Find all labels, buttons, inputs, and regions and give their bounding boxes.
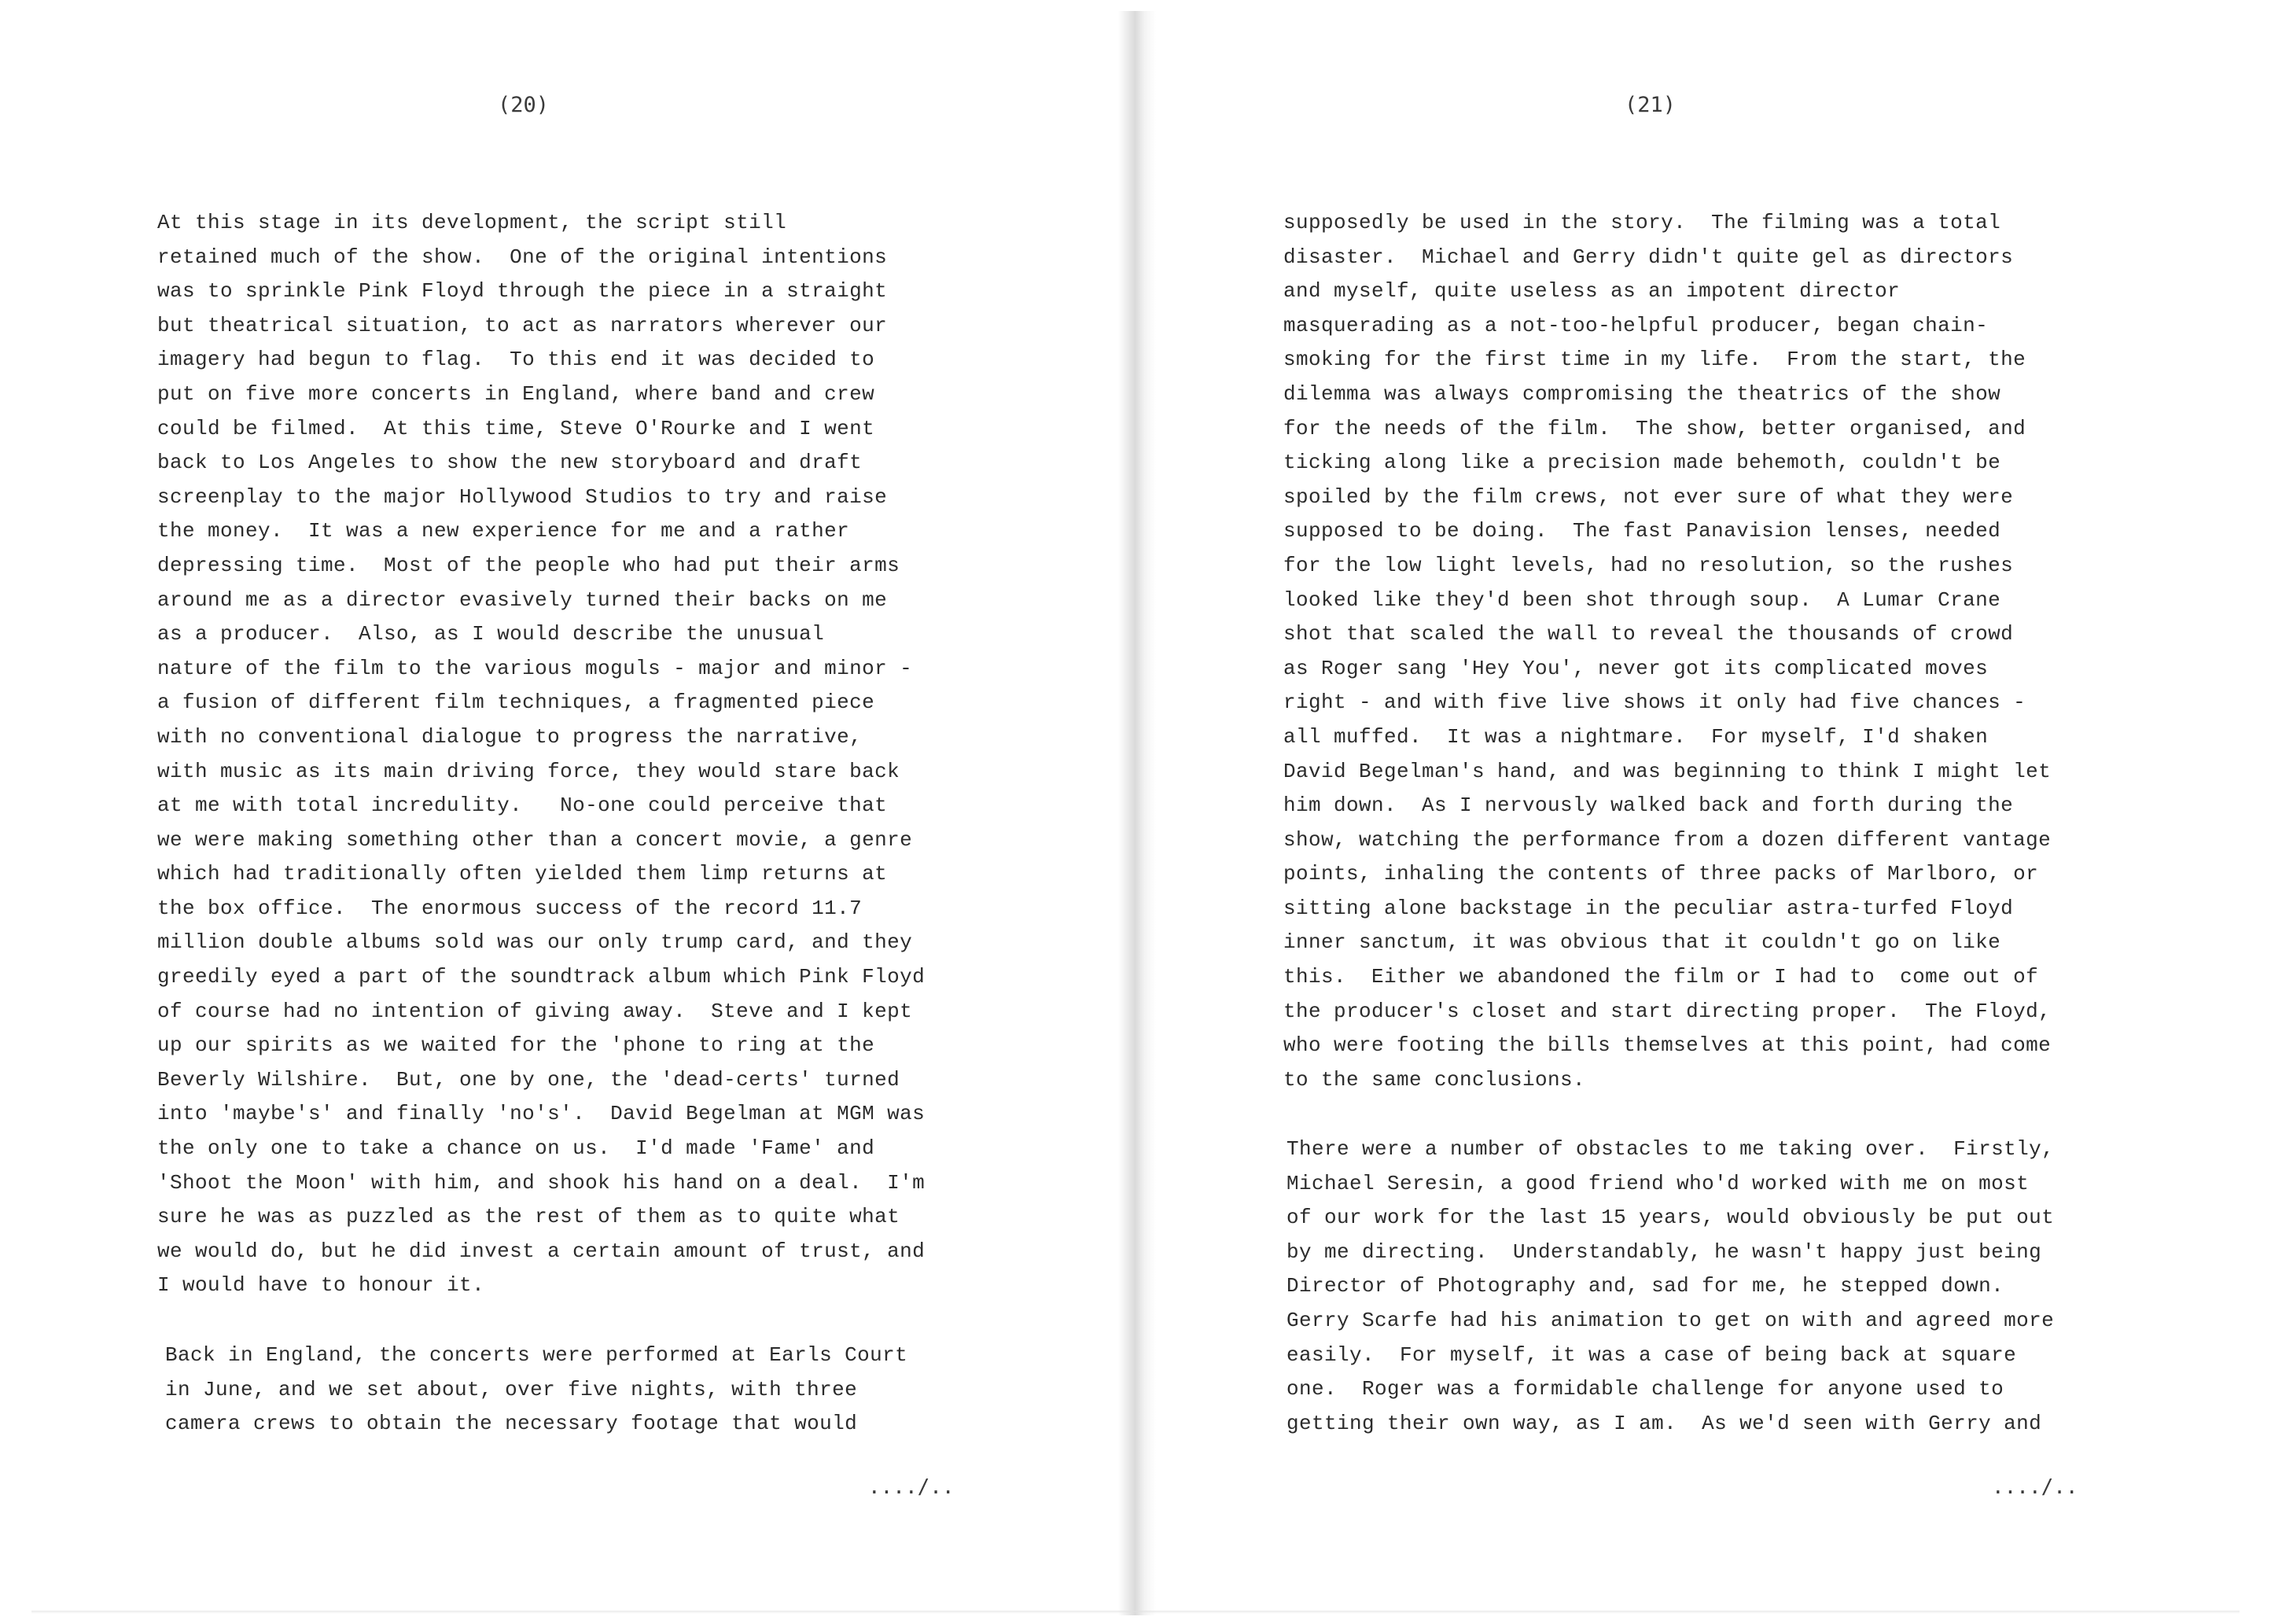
text-line: we would do, but he did invest a certain amount of trust, and [157, 1239, 926, 1263]
text-line: and myself, quite useless as an impotent director [1283, 279, 1901, 304]
text-line: who were footing the bills themselves at this point, had come [1283, 1033, 2052, 1058]
text-line: supposedly be used in the story. The filming was a total [1283, 211, 2001, 234]
text-line: million double albums sold was our only trump card, and they [157, 930, 913, 955]
continuation-mark-left: ..../.. [868, 1475, 955, 1499]
text-line: as Roger sang 'Hey You', never got its complicated moves [1283, 656, 1989, 680]
text-line: the producer's closet and start directing proper. The Floyd, [1283, 999, 2052, 1023]
text-line: with no conventional dialogue to progress the narrative, [157, 724, 863, 749]
text-line: Gerry Scarfe had his animation to get on with and agreed more [1286, 1308, 2055, 1332]
text-line: the only one to take a chance on us. I'd made 'Fame' and [157, 1136, 875, 1161]
page-bottom-edge [31, 1611, 2240, 1614]
text-line: him down. As I nervously walked back and forth during the [1283, 794, 2014, 818]
page-number-left: (20) [498, 93, 550, 117]
left-page [0, 0, 1132, 1612]
text-line: I would have to honour it. [157, 1273, 485, 1298]
text-line: shot that scaled the wall to reveal the thousands of crowd [1283, 622, 2014, 646]
text-line: put on five more concerts in England, where band and crew [157, 381, 875, 406]
text-line: up our spirits as we waited for the 'phone to ring at the [157, 1033, 875, 1058]
text-line: around me as a director evasively turned their backs on me [157, 587, 888, 612]
text-line: There were a number of obstacles to me taking over. Firstly, [1286, 1137, 2055, 1161]
text-line: nature of the film to the various moguls - major and minor - [157, 656, 913, 680]
text-line: supposed to be doing. The fast Panavision lenses, needed [1283, 519, 2001, 543]
text-line: retained much of the show. One of the original intentions [157, 245, 888, 269]
text-line: this. Either we abandoned the film or I had to come out of [1283, 965, 2039, 989]
text-line: masquerading as a not-too-helpful producer, began chain- [1283, 313, 1989, 337]
right-paragraph-2 [1286, 1132, 2054, 1441]
right-page [1132, 0, 2271, 1612]
text-line: depressing time. Most of the people who had put their arms [157, 553, 900, 577]
text-line: screenplay to the major Hollywood Studios to try and raise [157, 484, 888, 509]
text-line: was to sprinkle Pink Floyd through the piece in a straight [157, 279, 888, 304]
continuation-mark-right: ..../.. [1992, 1475, 2078, 1499]
text-line: imagery had begun to flag. To this end it was decided to [157, 348, 875, 372]
text-line: smoking for the first time in my life. From the start, the [1283, 348, 2026, 372]
text-line: back to Los Angeles to show the new storyboard and draft [157, 451, 863, 475]
text-line: which had traditionally often yielded them limp returns at [157, 862, 888, 886]
book-gutter [1118, 11, 1156, 1615]
text-line: at me with total incredulity. No-one could perceive that [157, 794, 888, 818]
text-line: a fusion of different film techniques, a fragmented piece [157, 690, 875, 715]
text-line: for the low light levels, had no resolution, so the rushes [1283, 553, 2014, 577]
text-line: camera crews to obtain the necessary footage that would [165, 1412, 858, 1436]
text-line: to the same conclusions. [1283, 1067, 1586, 1092]
text-line: could be filmed. At this time, Steve O'Rourke and I went [157, 416, 875, 440]
text-line: we were making something other than a concert movie, a genre [157, 827, 913, 852]
text-line: 'Shoot the Moon' with him, and shook his hand on a deal. I'm [157, 1170, 926, 1195]
text-line: looked like they'd been shot through soup. A Lumar Crane [1283, 587, 2001, 612]
left-paragraph-2 [165, 1339, 907, 1442]
text-line: disaster. Michael and Gerry didn't quite gel as directors [1283, 245, 2014, 269]
text-line: one. Roger was a formidable challenge for anyone used to [1286, 1377, 2004, 1401]
right-paragraph-1 [1283, 206, 2051, 1097]
text-line: getting their own way, as I am. As we'd seen with Gerry and [1286, 1411, 2042, 1435]
text-line: ticking along like a precision made behemoth, couldn't be [1283, 451, 2001, 475]
text-line: sure he was as puzzled as the rest of them as to quite what [157, 1205, 900, 1229]
left-paragraph-1 [157, 206, 925, 1303]
page-number-right: (21) [1625, 93, 1677, 117]
text-line: dilemma was always compromising the theatrics of the show [1283, 381, 2001, 406]
text-line: for the needs of the film. The show, better organised, and [1283, 416, 2026, 440]
text-line: show, watching the performance from a dozen different vantage [1283, 827, 2052, 852]
text-line: David Begelman's hand, and was beginning to think I might let [1283, 759, 2052, 783]
text-line: all muffed. It was a nightmare. For myself, I'd shaken [1283, 724, 1989, 749]
text-line: Beverly Wilshire. But, one by one, the 'dead-certs' turned [157, 1067, 900, 1092]
text-line: of course had no intention of giving away. Steve and I kept [157, 999, 913, 1023]
text-line: by me directing. Understandably, he wasn't happy just being [1286, 1239, 2042, 1264]
text-line: Michael Seresin, a good friend who'd worked with me on most [1286, 1171, 2030, 1195]
text-line: into 'maybe's' and finally 'no's'. David Begelman at MGM was [157, 1102, 926, 1126]
text-line: greedily eyed a part of the soundtrack album which Pink Floyd [157, 965, 926, 989]
text-line: Director of Photography and, sad for me, he stepped down. [1286, 1274, 2004, 1298]
text-line: the money. It was a new experience for me and a rather [157, 519, 850, 543]
text-line: easily. For myself, it was a case of being back at square [1286, 1342, 2017, 1367]
text-line: but theatrical situation, to act as narrators wherever our [157, 313, 888, 337]
text-line: spoiled by the film crews, not ever sure of what they were [1283, 484, 2014, 509]
text-line: the box office. The enormous success of the record 11.7 [157, 896, 863, 920]
text-line: points, inhaling the contents of three packs of Marlboro, or [1283, 862, 2039, 886]
text-line: right - and with five live shows it only had five chances - [1283, 690, 2026, 715]
text-line: in June, and we set about, over five nights, with three [165, 1377, 858, 1401]
text-line: sitting alone backstage in the peculiar astra-turfed Floyd [1283, 896, 2014, 920]
text-line: as a producer. Also, as I would describe the unusual [157, 622, 825, 646]
text-line: of our work for the last 15 years, would obviously be put out [1286, 1206, 2055, 1230]
text-line: At this stage in its development, the script still [157, 211, 787, 234]
text-line: Back in England, the concerts were performed at Earls Court [165, 1343, 908, 1367]
text-line: inner sanctum, it was obvious that it couldn't go on like [1283, 930, 2001, 955]
text-line: with music as its main driving force, they would stare back [157, 759, 900, 783]
